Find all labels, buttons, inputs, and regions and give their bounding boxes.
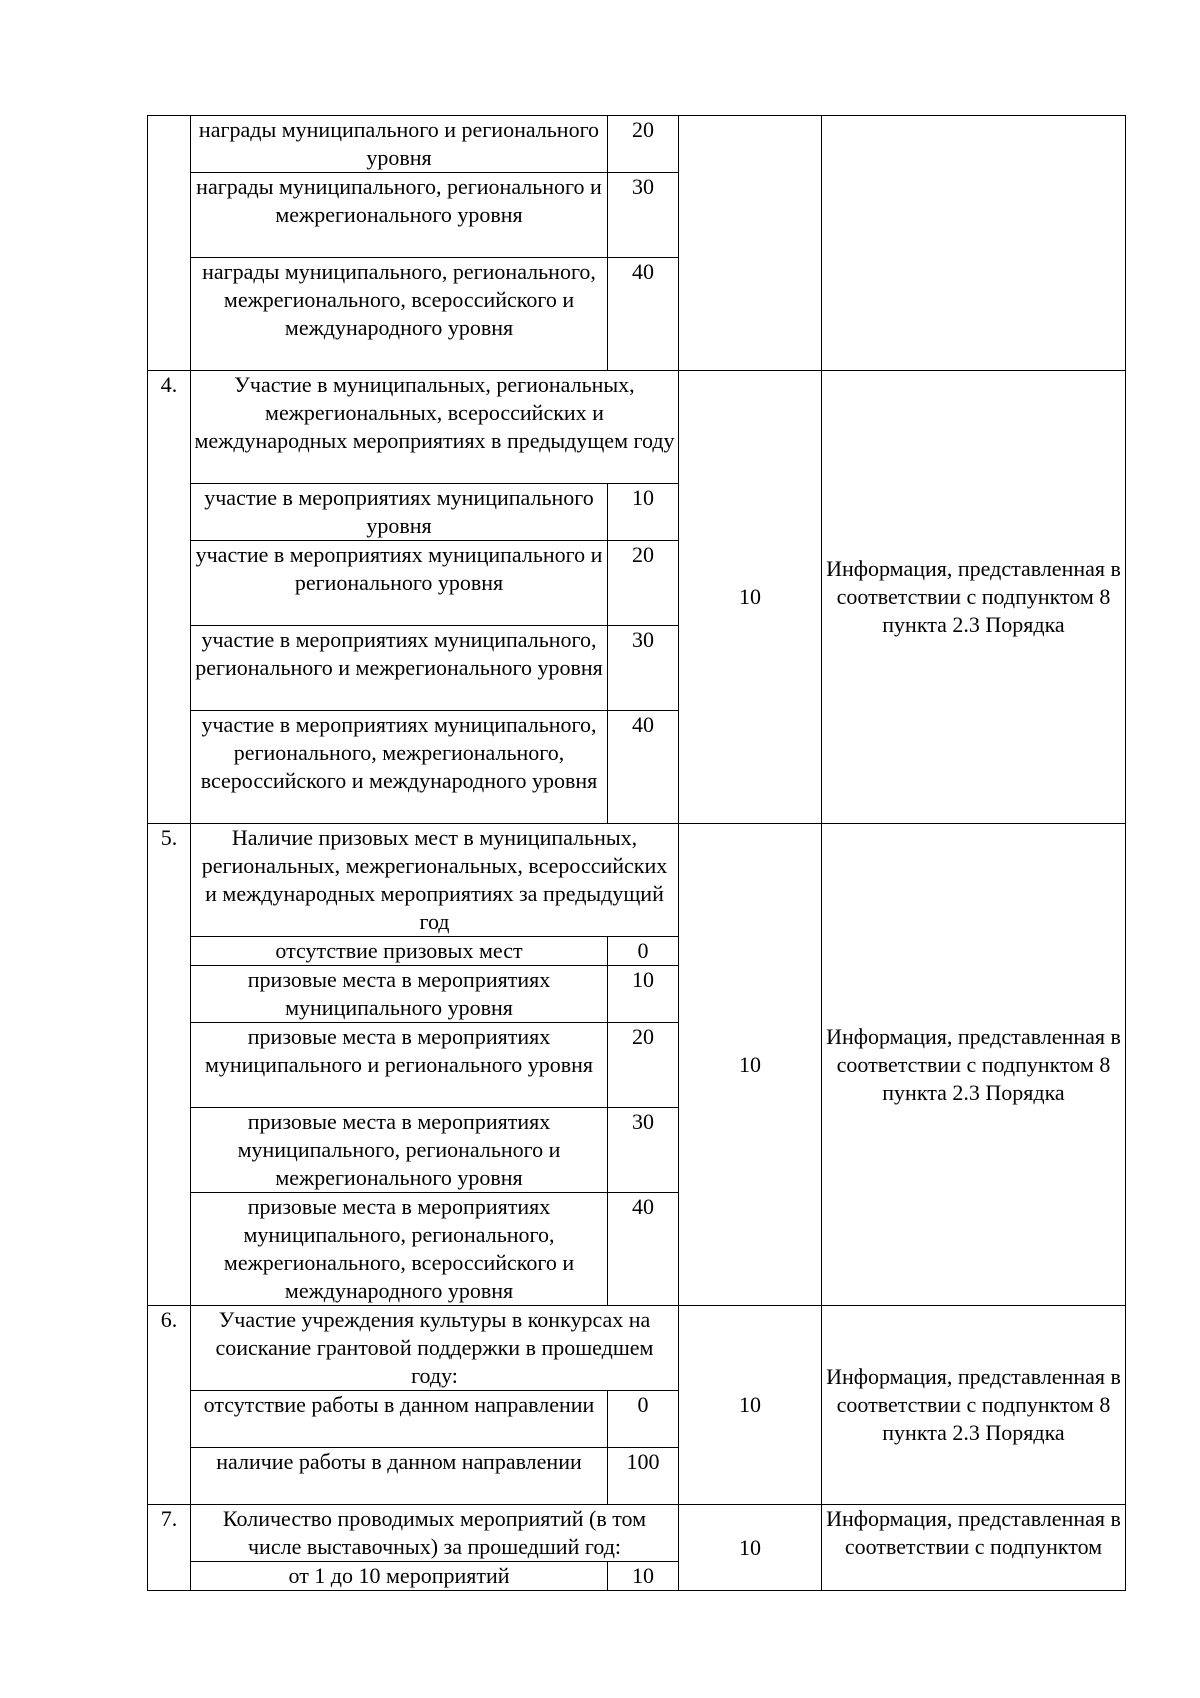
option-score: 40 bbox=[608, 1193, 679, 1306]
option-score: 40 bbox=[608, 711, 679, 824]
option-score: 30 bbox=[608, 173, 679, 258]
option-text: призовые места в мероприятиях муниципального уровня bbox=[191, 966, 608, 1023]
option-score: 30 bbox=[608, 626, 679, 711]
option-score: 10 bbox=[608, 1562, 679, 1591]
option-text: участие в мероприятиях муниципального и регионального уровня bbox=[191, 541, 608, 626]
weight-value: 10 bbox=[679, 1306, 822, 1505]
row-number: 7. bbox=[148, 1505, 191, 1591]
weight-value: 10 bbox=[679, 824, 822, 1306]
option-text: от 1 до 10 мероприятий bbox=[191, 1562, 608, 1591]
row-number: 5. bbox=[148, 824, 191, 1306]
option-text: отсутствие работы в данном направлении bbox=[191, 1391, 608, 1448]
option-text: участие в мероприятиях муниципального, регионального, межрегионального, всероссийского и международного уровня bbox=[191, 711, 608, 824]
row-number: 6. bbox=[148, 1306, 191, 1505]
option-text: награды муниципального и регионального уровня bbox=[191, 116, 608, 173]
weight-cell bbox=[679, 116, 822, 371]
option-score: 10 bbox=[608, 966, 679, 1023]
weight-value: 10 bbox=[679, 371, 822, 824]
option-text: наличие работы в данном направлении bbox=[191, 1448, 608, 1505]
option-text: отсутствие призовых мест bbox=[191, 937, 608, 966]
option-text: призовые места в мероприятиях муниципального, регионального и межрегионального уровня bbox=[191, 1108, 608, 1193]
criterion-title: Наличие призовых мест в муниципальных, региональных, межрегиональных, всероссийских и международных мероприятиях за предыдущий год bbox=[191, 824, 679, 937]
criterion-title: Участие учреждения культуры в конкурсах на соискание грантовой поддержки в прошедшем году: bbox=[191, 1306, 679, 1391]
criterion-title: Количество проводимых мероприятий (в том числе выставочных) за прошедший год: bbox=[191, 1505, 679, 1562]
option-score: 10 bbox=[608, 484, 679, 541]
option-score: 100 bbox=[608, 1448, 679, 1505]
row-number-cell bbox=[148, 116, 191, 371]
criterion-title: Участие в муниципальных, региональных, межрегиональных, всероссийских и международных мероприятиях в предыдущем году bbox=[191, 371, 679, 484]
info-source: Информация, представленная в соответствии с подпунктом bbox=[822, 1505, 1126, 1591]
option-text: призовые места в мероприятиях муниципального, регионального, межрегионального, всероссийского и международного уровня bbox=[191, 1193, 608, 1306]
option-text: награды муниципального, регионального и межрегионального уровня bbox=[191, 173, 608, 258]
option-text: участие в мероприятиях муниципального, регионального и межрегионального уровня bbox=[191, 626, 608, 711]
info-source: Информация, представленная в соответствии с подпунктом 8 пункта 2.3 Порядка bbox=[822, 824, 1126, 1306]
option-score: 20 bbox=[608, 1023, 679, 1108]
info-source: Информация, представленная в соответствии с подпунктом 8 пункта 2.3 Порядка bbox=[822, 371, 1126, 824]
option-score: 20 bbox=[608, 541, 679, 626]
option-score: 0 bbox=[608, 937, 679, 966]
weight-value: 10 bbox=[679, 1505, 822, 1591]
option-text: участие в мероприятиях муниципального уровня bbox=[191, 484, 608, 541]
option-score: 20 bbox=[608, 116, 679, 173]
row-number: 4. bbox=[148, 371, 191, 824]
option-score: 40 bbox=[608, 258, 679, 371]
criteria-table bbox=[147, 115, 1126, 1591]
info-cell bbox=[822, 116, 1126, 371]
option-score: 30 bbox=[608, 1108, 679, 1193]
option-text: призовые места в мероприятиях муниципального и регионального уровня bbox=[191, 1023, 608, 1108]
info-source: Информация, представленная в соответствии с подпунктом 8 пункта 2.3 Порядка bbox=[822, 1306, 1126, 1505]
option-score: 0 bbox=[608, 1391, 679, 1448]
option-text: награды муниципального, регионального, межрегионального, всероссийского и международного уровня bbox=[191, 258, 608, 371]
